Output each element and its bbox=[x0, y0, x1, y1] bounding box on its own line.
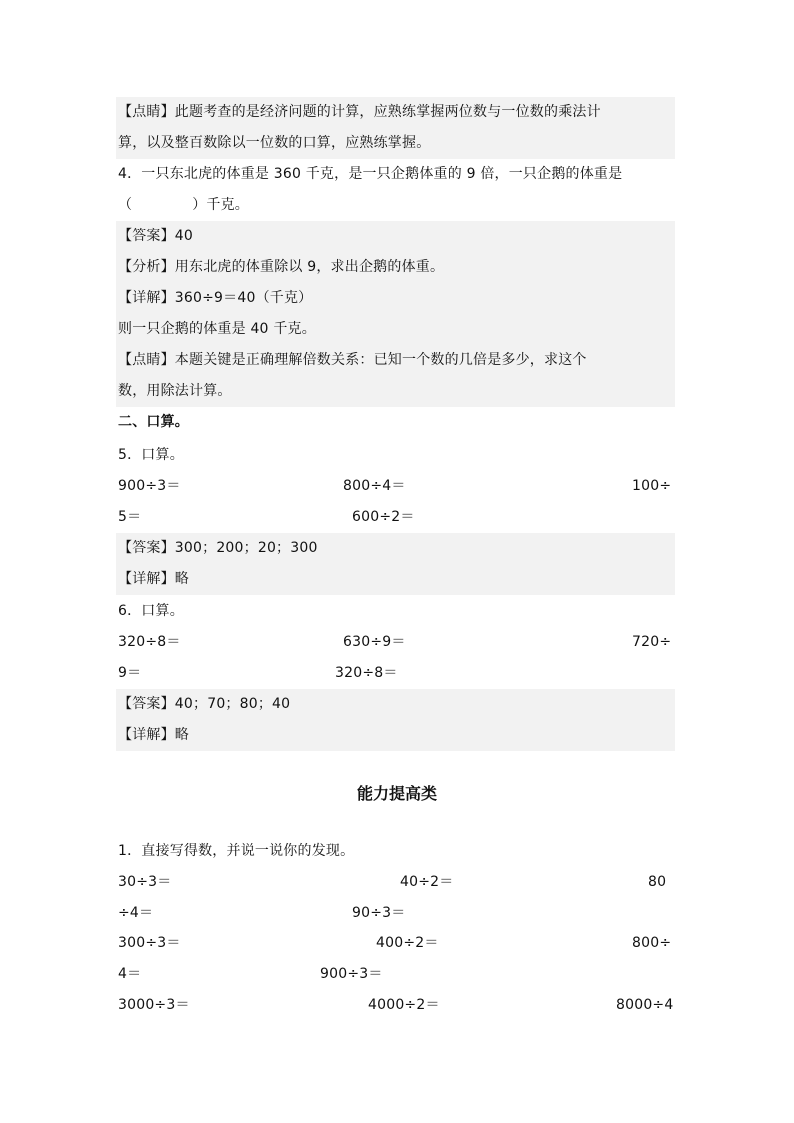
calc-item: 400÷2＝ bbox=[376, 935, 439, 951]
calc-item: 320÷8＝ bbox=[335, 665, 398, 681]
calc-item: 3000÷3＝ bbox=[118, 997, 190, 1013]
unit-text: ）千克。 bbox=[192, 197, 250, 213]
question-4: 4．一只东北虎的体重是 360 千克，是一只企鹅体重的 9 倍，一只企鹅的体重是 bbox=[118, 166, 623, 182]
calc-item: 100÷ bbox=[632, 478, 672, 494]
answer-line: 【答案】300；200；20；300 bbox=[118, 540, 318, 556]
calc-item: 800÷4＝ bbox=[343, 478, 406, 494]
calc-item: 900÷3＝ bbox=[118, 478, 181, 494]
question-5: 5．口算。 bbox=[118, 447, 184, 463]
calc-item: 300÷3＝ bbox=[118, 935, 181, 951]
calc-item: 30÷3＝ bbox=[118, 874, 172, 890]
detail-line: 【详解】360÷9＝40（千克） bbox=[118, 290, 313, 306]
section-heading: 能力提高类 bbox=[356, 784, 437, 803]
calc-item: 80 bbox=[648, 874, 667, 890]
analysis-line: 【分析】用东北虎的体重除以 9，求出企鹅的体重。 bbox=[118, 259, 445, 275]
left-paren: （ bbox=[118, 197, 133, 213]
answer-line: 【答案】40；70；80；40 bbox=[118, 696, 291, 712]
detail-line: 【详解】略 bbox=[118, 727, 189, 743]
note-line: 【点睛】此题考查的是经济问题的计算，应熟练掌握两位数与一位数的乘法计 bbox=[118, 104, 601, 120]
note-line: 算，以及整百数除以一位数的口算，应熟练掌握。 bbox=[118, 135, 431, 151]
detail-line: 则一只企鹅的体重是 40 千克。 bbox=[118, 321, 316, 337]
question-6: 6．口算。 bbox=[118, 603, 184, 619]
calc-item: 320÷8＝ bbox=[118, 634, 181, 650]
section-title: 二、口算。 bbox=[118, 414, 189, 430]
calc-item: 900÷3＝ bbox=[320, 966, 383, 982]
calc-item: 630÷9＝ bbox=[343, 634, 406, 650]
calc-item: 5＝ bbox=[118, 509, 142, 525]
detail-line: 【详解】略 bbox=[118, 571, 189, 587]
calc-item: 4＝ bbox=[118, 966, 142, 982]
calc-item: 90÷3＝ bbox=[352, 905, 406, 921]
question-1: 1．直接写得数，并说一说你的发现。 bbox=[118, 843, 355, 859]
calc-item: 800÷ bbox=[632, 935, 672, 951]
note-line: 【点睛】本题关键是正确理解倍数关系：已知一个数的几倍是多少，求这个 bbox=[118, 352, 587, 368]
calc-item: 720÷ bbox=[632, 634, 672, 650]
question-4-blank-line bbox=[118, 190, 249, 221]
calc-item: 40÷2＝ bbox=[400, 874, 454, 890]
answer-line: 【答案】40 bbox=[118, 228, 194, 244]
calc-item: 4000÷2＝ bbox=[368, 997, 440, 1013]
calc-item: 8000÷4 bbox=[616, 997, 674, 1013]
calc-item: 600÷2＝ bbox=[352, 509, 415, 525]
calc-item: 9＝ bbox=[118, 665, 142, 681]
calc-item: ÷4＝ bbox=[118, 905, 154, 921]
note-line: 数，用除法计算。 bbox=[118, 383, 232, 399]
